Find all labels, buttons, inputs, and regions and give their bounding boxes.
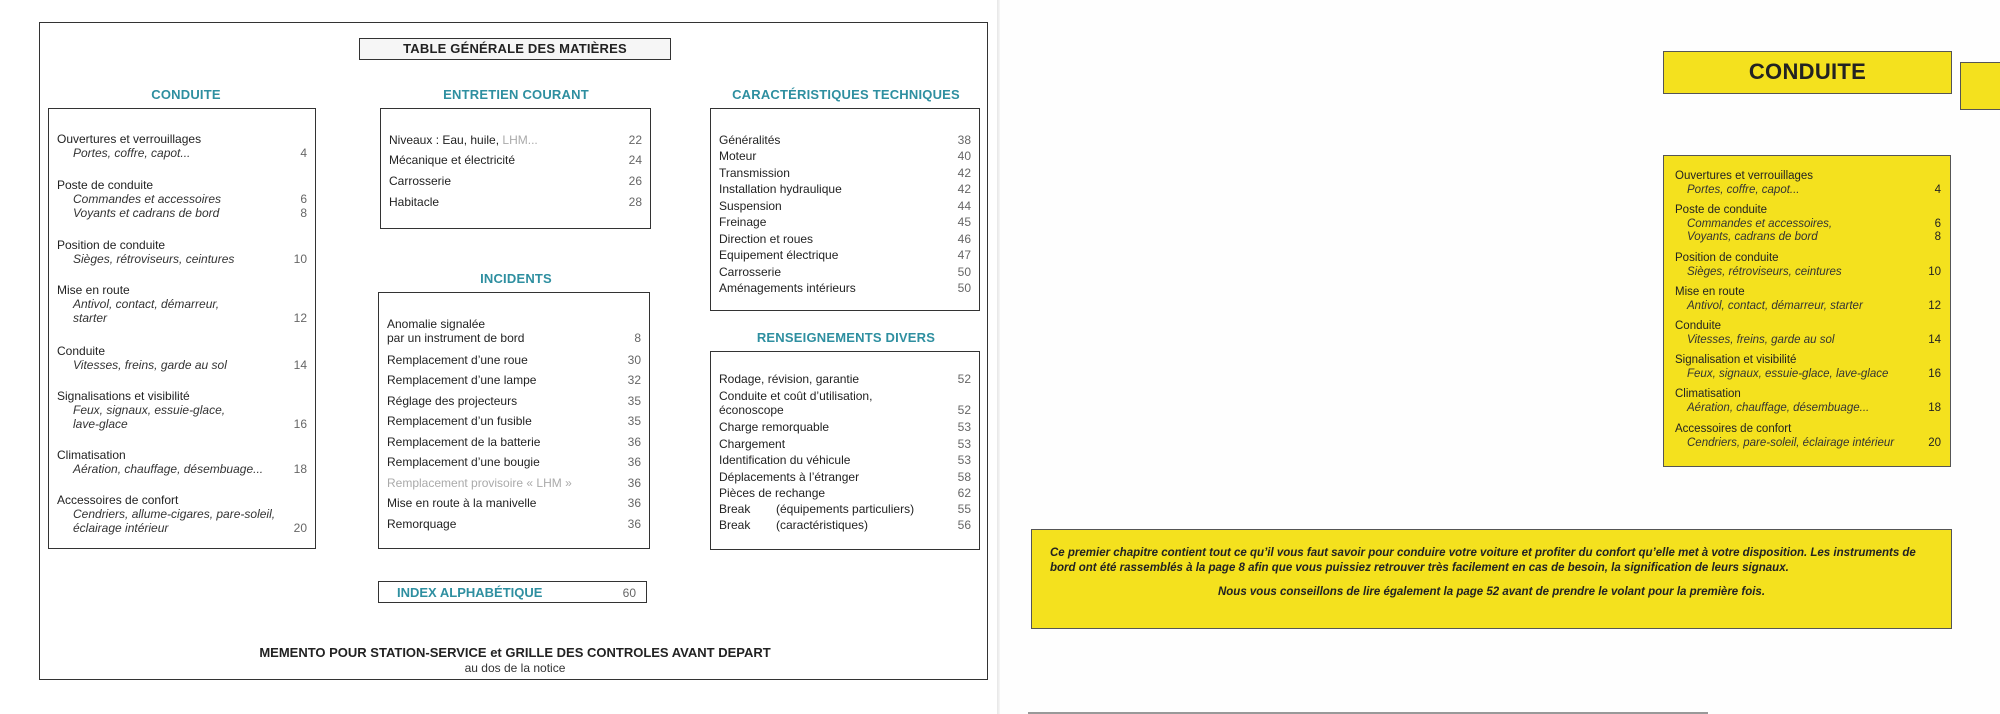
entry-subtitle: Cendriers, pare-soleil, éclairage intérieur — [1687, 436, 1895, 449]
entry-subtitle: Sièges, rétroviseurs, ceintures — [73, 252, 235, 266]
row-page: 24 — [628, 153, 642, 167]
toc-row[interactable] — [719, 420, 971, 434]
row-label-faded: LHM... — [502, 133, 538, 147]
section-title-conduite: CONDUITE — [151, 87, 221, 102]
entry-subtitle: éclairage intérieur — [73, 521, 169, 535]
row-page: 32 — [627, 373, 641, 387]
toc-row[interactable] — [387, 455, 641, 469]
row-label: Habitacle — [389, 195, 440, 209]
entry-title: Position de conduite — [57, 238, 166, 252]
entry-subtitle: Aération, chauffage, désembuage... — [73, 462, 264, 476]
chapter-title: CONDUITE — [1663, 51, 1952, 94]
row-label: Chargement — [719, 437, 786, 451]
chapter-entry[interactable] — [1675, 388, 1941, 415]
chapter-entry[interactable] — [1675, 170, 1941, 197]
entry-page: 16 — [293, 417, 307, 431]
toc-row[interactable] — [719, 149, 971, 163]
entry-subtitle: Portes, coffre, capot... — [1687, 183, 1800, 196]
entry-title: Signalisations et visibilité — [57, 389, 190, 403]
entry-subtitle: Voyants, cadrans de bord — [1687, 231, 1818, 243]
row-page: 46 — [957, 232, 971, 246]
index-page: 60 — [622, 586, 636, 600]
toc-row[interactable] — [387, 373, 641, 387]
entry-page: 16 — [1928, 367, 1941, 380]
entry-subtitle: Vitesses, freins, garde au sol — [73, 358, 227, 372]
entry-subtitle: Commandes et accessoires — [73, 192, 222, 206]
section-title-entretien: ENTRETIEN COURANT — [443, 87, 589, 102]
row-label-line2: par un instrument de bord — [387, 331, 525, 345]
toc-entry[interactable] — [57, 178, 307, 220]
row-page: 40 — [957, 149, 971, 163]
entry-title: Signalisation et visibilité — [1675, 354, 1797, 366]
toc-row[interactable] — [719, 232, 971, 246]
toc-row[interactable] — [387, 476, 641, 490]
toc-row[interactable] — [719, 133, 971, 147]
toc-row[interactable] — [719, 199, 971, 213]
entry-subtitle: Commandes et accessoires, — [1687, 217, 1833, 230]
toc-row[interactable] — [719, 502, 971, 516]
entry-page: 14 — [293, 358, 307, 372]
row-label: Mécanique et électricité — [389, 153, 516, 167]
toc-entry[interactable] — [57, 238, 307, 266]
row-page: 52 — [957, 403, 971, 417]
row-label: Remplacement d’une roue — [387, 353, 528, 367]
entry-title: Position de conduite — [1675, 252, 1779, 264]
toc-row[interactable] — [387, 414, 641, 428]
row-label: Remplacement de la batterie — [387, 435, 541, 449]
row-page: 36 — [627, 517, 641, 531]
toc-entry[interactable] — [57, 448, 307, 476]
entry-subtitle: Feux, signaux, essuie-glace, lave-glace — [1687, 367, 1889, 380]
intro-paragraph-2: Nous vous conseillons de lire également la page 52 avant de prendre le volant pour la première fois. — [1217, 586, 1766, 598]
toc-entry[interactable] — [57, 493, 307, 535]
entry-title: Climatisation — [57, 448, 126, 462]
row-label: Pièces de rechange — [719, 486, 826, 500]
toc-row[interactable] — [719, 453, 971, 467]
row-label: Conduite et coût d’utilisation, — [719, 389, 873, 403]
row-page: 35 — [627, 414, 641, 428]
toc-row[interactable] — [719, 281, 971, 295]
entry-subtitle: Portes, coffre, capot... — [73, 146, 191, 160]
chapter-intro — [1031, 529, 1952, 629]
row-page: 50 — [957, 281, 971, 295]
toc-row[interactable] — [387, 394, 641, 408]
entry-page: 18 — [293, 462, 307, 476]
row-page: 22 — [628, 133, 642, 147]
toc-row[interactable] — [387, 353, 641, 367]
toc-row[interactable] — [719, 486, 971, 500]
row-label: Réglage des projecteurs — [387, 394, 518, 408]
toc-row[interactable] — [387, 435, 641, 449]
row-label: Identification du véhicule — [719, 453, 851, 467]
row-label: Remplacement d’une bougie — [387, 455, 540, 469]
entry-title: Mise en route — [57, 283, 130, 297]
entry-title: Conduite — [57, 344, 106, 358]
entry-page: 4 — [1934, 183, 1941, 196]
row-page: 53 — [957, 453, 971, 467]
row-label: Suspension — [719, 199, 782, 213]
row-page: 38 — [957, 133, 971, 147]
row-label: Installation hydraulique — [719, 182, 842, 196]
entry-page: 18 — [1928, 401, 1941, 414]
section-title-incidents: INCIDENTS — [480, 271, 552, 286]
entry-page: 10 — [1928, 265, 1941, 278]
entry-page: 14 — [1928, 333, 1941, 346]
entry-page: 20 — [293, 521, 307, 535]
toc-row[interactable] — [719, 437, 971, 451]
entry-title: Accessoires de confort — [1675, 423, 1792, 435]
row-label: Break — [719, 502, 751, 516]
row-page: 58 — [957, 470, 971, 484]
row-page: 45 — [957, 215, 971, 229]
chapter-entry[interactable] — [1675, 286, 1941, 313]
entry-title: Poste de conduite — [1675, 204, 1768, 216]
entry-page: 4 — [300, 146, 307, 160]
toc-row[interactable] — [387, 517, 641, 531]
toc-row[interactable] — [719, 518, 971, 532]
entry-page: 6 — [300, 192, 307, 206]
memento-title: MEMENTO POUR STATION-SERVICE et GRILLE DES CONTROLES AVANT DEPART — [259, 645, 771, 660]
toc-row[interactable] — [387, 496, 641, 510]
row-label: Niveaux : Eau, huile, — [389, 133, 500, 147]
toc-entry[interactable] — [57, 389, 307, 431]
row-page: 42 — [957, 182, 971, 196]
entry-subtitle: starter — [73, 311, 108, 325]
row-label: Freinage — [719, 215, 767, 229]
chapter-entry[interactable] — [1675, 320, 1941, 347]
conduite-box — [48, 108, 316, 549]
row-page: 30 — [627, 353, 641, 367]
entry-subtitle: Aération, chauffage, désembuage... — [1687, 401, 1870, 414]
chapter-entry[interactable] — [1675, 204, 1941, 245]
entry-subtitle: Vitesses, freins, garde au sol — [1687, 333, 1835, 346]
page-title: TABLE GÉNÉRALE DES MATIÈRES — [359, 38, 671, 60]
toc-entry[interactable] — [57, 344, 307, 372]
row-detail: (équipements particuliers) — [776, 502, 915, 516]
chapter-entry[interactable] — [1675, 423, 1941, 450]
row-page: 62 — [957, 486, 971, 500]
row-page: 28 — [628, 195, 642, 209]
toc-entry[interactable] — [57, 283, 307, 325]
entry-subtitle: Voyants et cadrans de bord — [73, 206, 220, 220]
row-page: 36 — [627, 455, 641, 469]
entry-subtitle: Antivol, contact, démarreur, — [73, 297, 220, 311]
row-page: 36 — [627, 496, 641, 510]
row-label: Carrosserie — [389, 174, 452, 188]
entry-page-2: 8 — [300, 206, 307, 220]
toc-row[interactable] — [719, 265, 971, 279]
entry-title: Mise en route — [1675, 286, 1745, 298]
row-label: Remplacement d’une lampe — [387, 373, 537, 387]
row-page: 26 — [628, 174, 642, 188]
row-label: Rodage, révision, garantie — [719, 372, 860, 386]
row-page: 52 — [957, 372, 971, 386]
toc-row[interactable] — [719, 182, 971, 196]
toc-row[interactable] — [719, 389, 971, 417]
row-label-line2: éconoscope — [719, 403, 784, 417]
row-page: 42 — [957, 166, 971, 180]
right-page — [1000, 0, 2000, 714]
index-link[interactable] — [378, 581, 647, 603]
chapter-entry[interactable] — [1675, 252, 1941, 279]
toc-row[interactable] — [387, 317, 641, 345]
row-page: 55 — [957, 502, 971, 516]
toc-row[interactable] — [389, 133, 642, 147]
toc-row[interactable] — [719, 248, 971, 262]
row-label: Carrosserie — [719, 265, 782, 279]
row-page: 36 — [627, 476, 641, 490]
row-page: 53 — [957, 437, 971, 451]
renseignements-box — [710, 351, 980, 550]
row-label: Break — [719, 518, 751, 532]
entry-title: Ouvertures et verrouillages — [1675, 170, 1814, 182]
toc-row[interactable] — [719, 470, 971, 484]
entry-subtitle: Antivol, contact, démarreur, starter — [1687, 299, 1863, 312]
entry-title: Accessoires de confort — [57, 493, 179, 507]
row-label: Déplacements à l’étranger — [719, 470, 860, 484]
entretien-box — [380, 108, 651, 229]
toc-row[interactable] — [389, 174, 642, 188]
entry-title: Climatisation — [1675, 388, 1741, 400]
row-label: Moteur — [719, 149, 757, 163]
row-label: Equipement électrique — [719, 248, 839, 262]
row-label: Généralités — [719, 133, 781, 147]
row-label: Remorquage — [387, 517, 457, 531]
row-page: 53 — [957, 420, 971, 434]
entry-page: 12 — [293, 311, 307, 325]
entry-page: 20 — [1928, 436, 1941, 449]
row-label: Transmission — [719, 166, 790, 180]
row-label: Remplacement d’un fusible — [387, 414, 532, 428]
row-label: Aménagements intérieurs — [719, 281, 856, 295]
entry-title: Conduite — [1675, 320, 1722, 332]
entry-subtitle: Feux, signaux, essuie-glace, — [73, 403, 226, 417]
row-page: 36 — [627, 435, 641, 449]
toc-row[interactable] — [719, 372, 971, 386]
entry-subtitle: lave-glace — [73, 417, 128, 431]
toc-row[interactable] — [719, 166, 971, 180]
toc-row[interactable] — [389, 153, 642, 167]
section-title-renseignements: RENSEIGNEMENTS DIVERS — [756, 330, 936, 345]
entry-title: Ouvertures et verrouillages — [57, 132, 202, 146]
incidents-box — [378, 292, 650, 549]
entry-subtitle: Sièges, rétroviseurs, ceintures — [1687, 265, 1842, 278]
row-page: 56 — [957, 518, 971, 532]
row-label: Direction et roues — [719, 232, 814, 246]
row-page: 47 — [957, 248, 971, 262]
entry-page: 12 — [1928, 299, 1941, 312]
row-page: 44 — [957, 199, 971, 213]
entry-page: 8 — [1934, 231, 1941, 243]
chapter-entry[interactable] — [1675, 354, 1941, 381]
row-label: Mise en route à la manivelle — [387, 496, 537, 510]
caracteristiques-box — [710, 108, 980, 311]
row-label: Anomalie signalée — [387, 317, 486, 331]
row-detail: (caractéristiques) — [776, 518, 869, 532]
section-title-caracteristiques: CARACTÉRISTIQUES TECHNIQUES — [732, 87, 960, 102]
toc-row[interactable] — [389, 195, 642, 209]
entry-page: 10 — [293, 252, 307, 266]
chapter-tab — [1960, 62, 2000, 110]
intro-paragraph-1: Ce premier chapitre contient tout ce qu’il vous faut savoir pour conduire votre voiture et profiter du confort qu’elle met à votre disposition. Les instruments de bord ont été rassemblés à la page 8 afin que vous puissiez retrouver très facilement en cas de besoin, la signification de leurs signaux. — [1050, 547, 1916, 574]
entry-page: 6 — [1934, 217, 1941, 230]
row-page: 50 — [957, 265, 971, 279]
index-label: INDEX ALPHABÉTIQUE — [397, 585, 543, 600]
toc-entry[interactable] — [57, 132, 307, 160]
row-label: Remplacement provisoire « LHM » — [387, 476, 572, 490]
toc-row[interactable] — [719, 215, 971, 229]
entry-title: Poste de conduite — [57, 178, 154, 192]
row-page: 35 — [627, 394, 641, 408]
memento-subtitle: au dos de la notice — [464, 661, 566, 675]
row-page: 8 — [634, 331, 641, 345]
chapter-contents-box — [1663, 155, 1951, 467]
entry-subtitle: Cendriers, allume-cigares, pare-soleil, — [73, 507, 276, 521]
row-label: Charge remorquable — [719, 420, 830, 434]
